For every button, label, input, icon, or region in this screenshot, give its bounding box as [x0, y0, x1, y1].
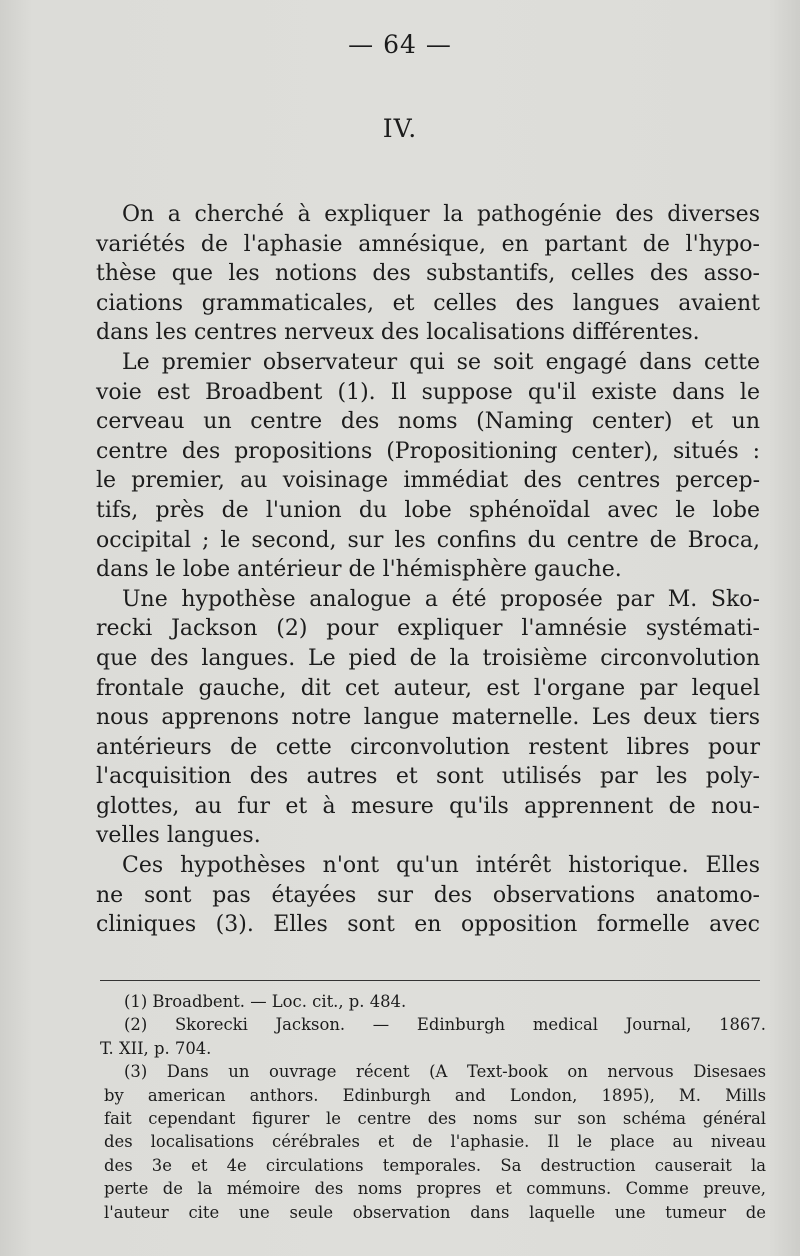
text-line: variétés de l'aphasie amnésique, en partant de l'hypo- — [96, 231, 760, 257]
text-line: On a cherché à expliquer la pathogénie des diverses — [122, 202, 760, 227]
text-line: velles langues. — [96, 823, 261, 849]
page-number: — 64 — — [348, 30, 452, 59]
text-line: thèse que les notions des substantifs, celles des asso- — [96, 261, 760, 287]
text-line: dans les centres nerveux des localisations différentes. — [96, 320, 700, 346]
text-line: Le premier observateur qui se soit engagé dans cette — [122, 349, 760, 375]
footnotes — [100, 990, 766, 1224]
footnote-line: l'auteur cite une seule observation dans laquelle une tumeur de — [104, 1202, 766, 1222]
text-line: occipital ; le second, sur les confins du centre de Broca, — [96, 527, 760, 553]
footnote-line: (3) Dans un ouvrage récent (A Text-book on nervous Disesaes — [124, 1062, 766, 1082]
footnote-line: by american anthors. Edinburgh and London, 1895), M. Mills — [104, 1085, 766, 1105]
text-line: glottes, au fur et à mesure qu'ils apprennent de nou- — [96, 793, 760, 819]
footnote-line: (2) Skorecki Jackson. — Edinburgh medical Journal, 1867. — [124, 1015, 766, 1035]
footnote-line: des 3e et 4e circulations temporales. Sa destruction causerait la — [104, 1155, 766, 1175]
text-line: cerveau un centre des noms (Naming center) et un — [96, 409, 760, 435]
body-text — [96, 200, 760, 940]
text-line: ciations grammaticales, et celles des langues avaient — [96, 290, 760, 316]
footnote-line: (1) Broadbent. — Loc. cit., p. 484. — [124, 992, 407, 1011]
footnote-line: fait cependant figurer le centre des noms sur son schéma général — [104, 1108, 766, 1128]
text-line: centre des propositions (Propositioning center), situés : — [96, 438, 760, 464]
text-line: dans le lobe antérieur de l'hémisphère gauche. — [96, 557, 622, 583]
text-line: antérieurs de cette circonvolution restent libres pour — [96, 734, 760, 760]
text-line: frontale gauche, dit cet auteur, est l'organe par lequel — [96, 675, 760, 701]
text-line: voie est Broadbent (1). Il suppose qu'il existe dans le — [96, 379, 760, 405]
text-line: tifs, près de l'union du lobe sphénoïdal avec le lobe — [96, 497, 760, 523]
footnote-rule — [100, 980, 760, 981]
text-line: nous apprenons notre langue maternelle. Les deux tiers — [96, 705, 760, 731]
footnote-line: T. XII, p. 704. — [100, 1038, 212, 1058]
text-line: ne sont pas étayées sur des observations anatomo- — [96, 882, 760, 908]
footnote-line: des localisations cérébrales et de l'aphasie. Il le place au niveau — [104, 1132, 766, 1152]
text-line: que des langues. Le pied de la troisième circonvolution — [96, 645, 760, 671]
section-heading: IV. — [382, 114, 418, 143]
text-line: Une hypothèse analogue a été proposée par M. Sko- — [122, 586, 760, 612]
text-line: Ces hypothèses n'ont qu'un intérêt historique. Elles — [122, 853, 760, 879]
footnote-line: perte de la mémoire des noms propres et communs. Comme preuve, — [104, 1179, 766, 1199]
text-line: le premier, au voisinage immédiat des centres percep- — [96, 468, 760, 494]
text-line: l'acquisition des autres et sont utilisés par les poly- — [96, 764, 760, 790]
text-line: cliniques (3). Elles sont en opposition formelle avec — [96, 912, 760, 938]
text-line: recki Jackson (2) pour expliquer l'amnésie systémati- — [96, 616, 760, 642]
